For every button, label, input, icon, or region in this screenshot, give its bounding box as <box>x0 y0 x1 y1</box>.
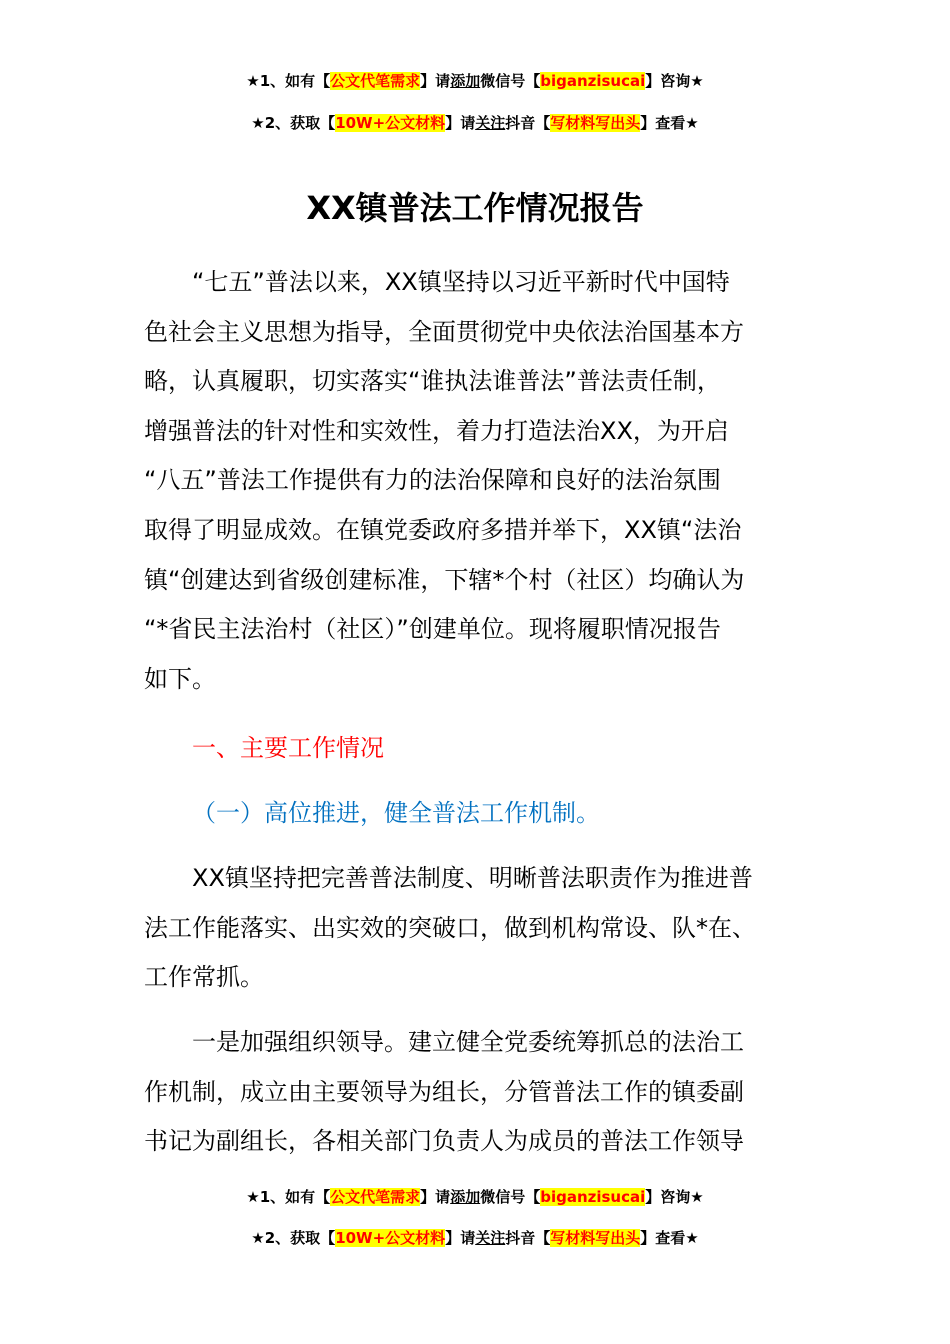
banner-text: 】查看★ <box>640 114 699 132</box>
banner-highlight: 公文代笔需求 <box>330 1188 421 1206</box>
banner-underline: 添加 <box>450 1188 481 1206</box>
banner-text: ★1、如有【 <box>246 1188 331 1206</box>
text-line: 一是加强组织领导。建立健全党委统筹抓总的法治工 <box>192 1028 744 1056</box>
banner-highlight: biganzisucai <box>540 1188 646 1206</box>
banner-highlight: 写材料写出头 <box>550 114 641 132</box>
banner-highlight: 10W+公文材料 <box>335 1229 446 1247</box>
text-line: 如下。 <box>144 664 216 693</box>
text-line: 略，认真履职，切实落实“谁执法谁普法”普法责任制， <box>144 367 721 396</box>
banner-underline: 关注 <box>475 1229 506 1247</box>
intro-paragraph <box>144 258 808 704</box>
banner-highlight: 写材料写出头 <box>550 1229 641 1247</box>
text-line: “八五”普法工作提供有力的法治保障和良好的法治氛围 <box>144 466 721 495</box>
banner-text: 抖音【 <box>505 114 551 132</box>
heading-text: （一）高位推进，健全普法工作机制。 <box>192 799 600 827</box>
banner-text: 微信号【 <box>480 1188 541 1206</box>
text-line: 工作常抓。 <box>144 963 264 992</box>
bottom-banner-line-1 <box>0 1186 950 1208</box>
banner-text: 】请 <box>445 114 476 132</box>
banner-text: 抖音【 <box>505 1229 551 1247</box>
body-paragraph <box>144 1018 808 1167</box>
text-line: 取得了明显成效。在镇党委政府多措并举下，XX镇“法治 <box>144 515 742 544</box>
banner-text: 】咨询★ <box>645 72 704 90</box>
banner-text: ★1、如有【 <box>246 72 331 90</box>
banner-text: ★2、获取【 <box>251 1229 336 1247</box>
body-paragraph <box>144 854 808 1003</box>
text-line: 作机制，成立由主要领导为组长，分管普法工作的镇委副 <box>144 1077 744 1106</box>
section-heading <box>144 724 808 774</box>
banner-text: ★2、获取【 <box>251 114 336 132</box>
text-line: 增强普法的针对性和实效性，着力打造法治XX，为开启 <box>144 416 729 445</box>
banner-text: 】请 <box>445 1229 476 1247</box>
text-line: XX镇坚持把完善普法制度、明晰普法职责作为推进普 <box>192 864 753 892</box>
top-banner-line-2 <box>0 112 950 134</box>
banner-highlight: 公文代笔需求 <box>330 72 421 90</box>
text-line: 书记为副组长，各相关部门负责人为成员的普法工作领导 <box>144 1127 744 1156</box>
document-title: XX镇普法工作情况报告 <box>306 189 644 227</box>
text-line: “*省民主法治村（社区）”创建单位。现将履职情况报告 <box>144 615 721 644</box>
subsection-heading <box>144 789 808 839</box>
text-line: 色社会主义思想为指导，全面贯彻党中央依法治国基本方 <box>144 317 744 346</box>
text-line: “七五”普法以来，XX镇坚持以习近平新时代中国特 <box>192 268 730 296</box>
banner-text: 微信号【 <box>480 72 541 90</box>
top-banner-line-1 <box>0 70 950 92</box>
banner-highlight: 10W+公文材料 <box>335 114 446 132</box>
banner-text: 】请 <box>420 72 451 90</box>
heading-text: 一、主要工作情况 <box>192 734 384 762</box>
banner-highlight: biganzisucai <box>540 72 646 90</box>
banner-underline: 关注 <box>475 114 506 132</box>
banner-text: 】查看★ <box>640 1229 699 1247</box>
text-line: 法工作能落实、出实效的突破口，做到机构常设、队*在、 <box>144 913 756 942</box>
text-line: 镇“创建达到省级创建标准，下辖*个村（社区）均确认为 <box>144 565 745 594</box>
banner-underline: 添加 <box>450 72 481 90</box>
bottom-banner-line-2 <box>0 1227 950 1249</box>
banner-text: 】咨询★ <box>645 1188 704 1206</box>
banner-text: 】请 <box>420 1188 451 1206</box>
